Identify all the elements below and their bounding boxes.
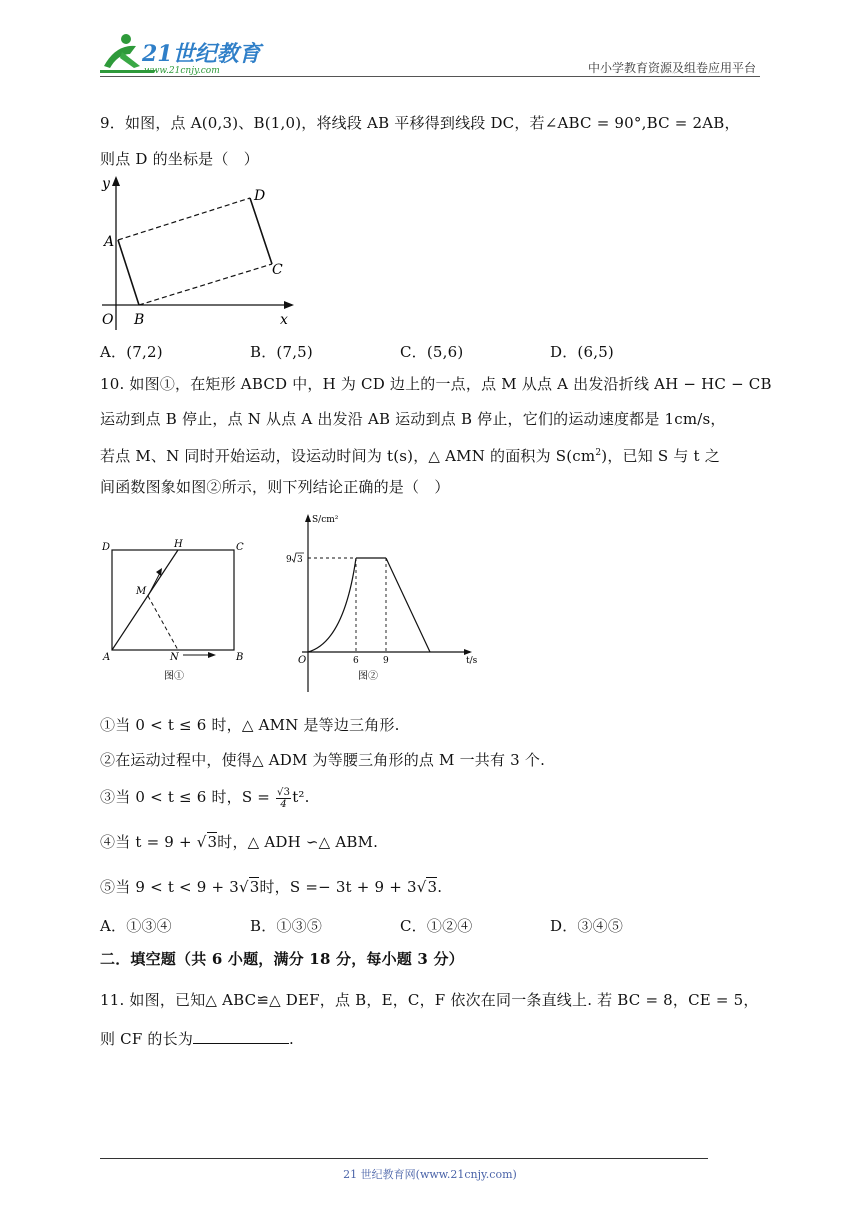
- q10-figure-2: [282, 510, 492, 694]
- q9-label-x: x: [280, 312, 288, 328]
- q10-option-a[interactable]: A．①③④: [100, 917, 172, 935]
- q10-option-c[interactable]: C．①②④: [400, 917, 473, 935]
- fig2-label-t: t/s: [466, 656, 478, 666]
- s4-radicand: 3: [207, 833, 218, 851]
- q9-option-d[interactable]: D．(6,5): [550, 343, 614, 361]
- s3-numerator: √3: [277, 786, 291, 798]
- s3-denominator: 4: [280, 798, 287, 810]
- fig2-caption: 图②: [358, 671, 378, 682]
- fig1-label-b: B: [236, 652, 244, 663]
- s3-suffix: t².: [292, 788, 310, 806]
- q10-line1: 10. 如图①，在矩形 ABCD 中，H 为 CD 边上的一点，点 M 从点 A 出发沿折线 AH − HC − CB: [100, 375, 772, 393]
- q9-label-b: B: [134, 312, 145, 328]
- q10-line3: 若点 M、N 同时开始运动，设运动时间为 t(s)，△ AMN 的面积为 $S(cm^2)$，已知 S 与 t 之: [100, 447, 720, 465]
- s3-prefix: ③当 0 < t ≤ 6 时，S =: [100, 788, 276, 806]
- section-heading-fill-in: 二．填空题（共 6 小题，满分 18 分，每小题 3 分）: [100, 950, 464, 968]
- fig2-label-9: 9: [383, 656, 389, 666]
- q10-statement-5: ⑤当 9 < t < 9 + 3√3时，S =− 3t + 9 + 3√3.: [100, 878, 443, 896]
- q10-line2: 运动到点 B 停止，点 N 从点 A 出发沿 AB 运动到点 B 停止，它们的运动速度都是 1cm/s，: [100, 410, 726, 428]
- s5-radicand2: 3: [427, 878, 438, 896]
- q9-label-d: D: [254, 188, 266, 204]
- logo-url: www.21cnjy.com: [144, 66, 220, 76]
- header-platform-text: 中小学教育资源及组卷应用平台: [587, 61, 756, 75]
- s4-prefix: ④当 t = 9 +: [100, 833, 197, 851]
- q9-option-a[interactable]: A．(7,2): [100, 343, 163, 361]
- q11-line2-end: .: [289, 1030, 294, 1048]
- q10-line3-part1: 若点 M、N 同时开始运动，设运动时间为 t(s)，△ AMN 的面积为 S(cm: [100, 447, 596, 465]
- q9-coordinate-figure: [96, 172, 306, 332]
- footer-text: 21 世纪教育网(www.21cnjy.com): [343, 1168, 517, 1181]
- fig1-label-a: A: [103, 652, 111, 663]
- header-divider: [100, 76, 760, 77]
- q9-option-b[interactable]: B．(7,5): [250, 343, 313, 361]
- s4-suffix: 时，△ ADH ∽△ ABM.: [217, 833, 379, 851]
- q9-label-c: C: [272, 262, 283, 278]
- q11-answer-blank[interactable]: [193, 1029, 289, 1044]
- q10-line3-part2: )，已知 S 与 t 之: [601, 447, 720, 465]
- q11-line1: 11. 如图，已知△ ABC≌△ DEF，点 B，E，C，F 依次在同一条直线上. 若 BC = 8，CE = 5，: [100, 991, 759, 1009]
- q9-label-y: y: [102, 176, 110, 192]
- q10-option-b[interactable]: B．①③⑤: [250, 917, 323, 935]
- footer-divider: [100, 1158, 708, 1159]
- q10-line4: 间函数图象如图②所示，则下列结论正确的是（ ）: [100, 478, 450, 496]
- q10-statement-3: [100, 782, 765, 812]
- s5-part3: .: [437, 878, 443, 896]
- fig2-label-o: O: [298, 655, 307, 666]
- s5-part1: ⑤当 9 < t < 9 + 3: [100, 878, 239, 896]
- fig2-label-root3: 3: [297, 555, 303, 565]
- q10-statement-2: ②在运动过程中，使得△ ADM 为等腰三角形的点 M 一共有 3 个.: [100, 751, 546, 769]
- q10-statement-4: ④当 t = 9 + √3时，△ ADH ∽△ ABM.: [100, 833, 379, 851]
- logo-graphic: [96, 30, 296, 76]
- q9-line2: 则点 D 的坐标是（ ）: [100, 150, 259, 168]
- fig2-label-9root3: 9: [286, 555, 292, 565]
- fig1-label-m: M: [136, 586, 147, 597]
- logo-text: 21世纪教育: [142, 41, 261, 67]
- q9-label-o: O: [102, 312, 114, 328]
- site-logo: [96, 30, 296, 76]
- q9-label-a: A: [104, 234, 115, 250]
- q10-option-d[interactable]: D．③④⑤: [550, 917, 624, 935]
- fig2-label-6: 6: [353, 656, 359, 666]
- q9-line1: 9．如图，点 A(0,3)、B(1,0)，将线段 AB 平移得到线段 DC，若∠ABC = 90°,BC = 2AB，: [100, 114, 740, 132]
- s5-radicand1: 3: [249, 878, 260, 896]
- q10-figure-1: [98, 536, 258, 684]
- fig1-label-h: H: [174, 539, 183, 550]
- fig2-label-s: S/cm²: [312, 515, 339, 525]
- fig1-label-c: C: [236, 542, 244, 553]
- fig1-label-n: N: [170, 652, 179, 663]
- s3-fraction: [276, 787, 291, 810]
- q11-line2: [100, 1024, 765, 1054]
- fig1-label-d: D: [102, 542, 111, 553]
- q9-option-c[interactable]: C．(5,6): [400, 343, 464, 361]
- q10-statement-1: ①当 0 < t ≤ 6 时，△ AMN 是等边三角形.: [100, 716, 400, 734]
- fig1-caption: 图①: [164, 671, 184, 682]
- s5-part2: 时，S =− 3t + 9 + 3: [259, 878, 417, 896]
- q11-line2-text: 则 CF 的长为: [100, 1030, 194, 1048]
